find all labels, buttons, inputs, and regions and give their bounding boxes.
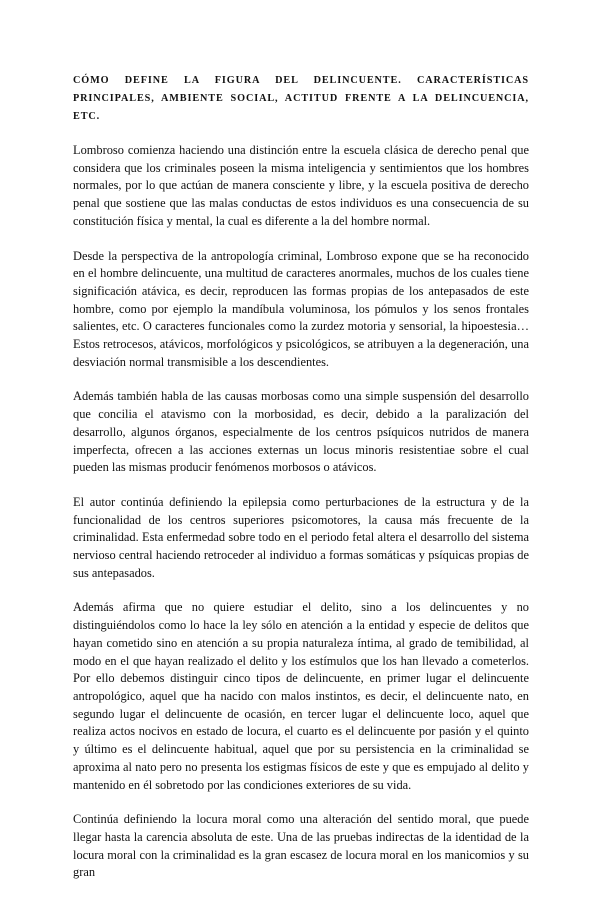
section-heading: CÓMO DEFINE LA FIGURA DEL DELINCUENTE. CARACTERÍSTICAS PRINCIPALES, AMBIENTE SOCIAL, ACTITUD FRENTE A LA DELINCUENCIA, ETC. — [73, 75, 529, 122]
paragraph-tipos-delincuente: Además afirma que no quiere estudiar el delito, sino a los delincuentes y no distinguiéndolos como lo hace la ley sólo en atención a la entidad y especie de delitos que hayan cometido sino en atención a su propia naturaleza íntima, al grado de temibilidad, al modo en el que hayan realizado el delito y los estímulos que los han llevado a cometerlos. Por ello debemos distinguir cinco tipos de delincuente, en primer lugar el delincuente antropológico, aquel que ha nacido con malos instintos, es decir, el delincuente nato, en segundo lugar el delincuente de ocasión, en tercer lugar el delincuente loco, aquel que realiza actos nocivos en estado de locura, el cuarto es el delincuente por pasión y el quinto y último es el delincuente habitual, aquel que por su persistencia en la criminalidad se aproxima al nato pero no presenta los estigmas físicos de este y que es empujado al delito y mantenido en él sobretodo por las condiciones exteriores de su vida. — [73, 600, 529, 792]
paragraph-epilepsia: El autor continúa definiendo la epilepsia como perturbaciones de la estructura y de la funcionalidad de los centros superiores psicomotores, la causa más frecuente de la criminalidad. Esta enfermedad sobre todo en el periodo fetal altera el desarrollo del sistema nervioso central haciendo retroceder al individuo a formas somáticas y psíquicas propias de sus antepasados. — [73, 494, 529, 580]
document-body — [73, 72, 529, 899]
paragraph-antropologia-criminal: Desde la perspectiva de la antropología criminal, Lombroso expone que se ha reconocido en el hombre delincuente, una multitud de caracteres anormales, muchos de los cuales tiene significación atávica, es decir, reproducen las formas propias de los antepasados de este hombre, como por ejemplo la mandíbula voluminosa, los pómulos y los senos frontales salientes, etc. O caracteres funcionales como la zurdez motoria y sensorial, la hipoestesia… Estos retrocesos, atávicos, morfológicos y psicológicos, se atribuyen a la degeneración, una desviación normal transmisible a los descendientes. — [73, 248, 529, 369]
paragraph-locura-moral: Continúa definiendo la locura moral como una alteración del sentido moral, que puede llegar hasta la carencia absoluta de este. Una de las pruebas indirectas de la identidad de la locura moral con la criminalidad es la gran escasez de locura moral en los manicomios y su gran — [73, 812, 529, 880]
paragraph-escuelas: Lombroso comienza haciendo una distinción entre la escuela clásica de derecho penal que considera que los criminales poseen la misma inteligencia y sentimientos que los hombres normales, por lo que actúan de manera consciente y libre, y la escuela positiva de derecho penal que sostiene que las malas conductas de estos individuos es una consecuencia de su constitución física y mental, la cual es diferente a la del hombre normal. — [73, 143, 529, 228]
paragraph-causas-morbosas: Además también habla de las causas morbosas como una simple suspensión del desarrollo que concilia el atavismo con la morbosidad, es decir, debido a la paralización del desarrollo, algunos órganos, especialmente de los centros psíquicos nutridos de manera imperfecta, ofrecen a las acciones externas un locus minoris resistentiae sobre el cual pueden las mismas producir fenómenos morbosos o atávicos. — [73, 389, 529, 475]
